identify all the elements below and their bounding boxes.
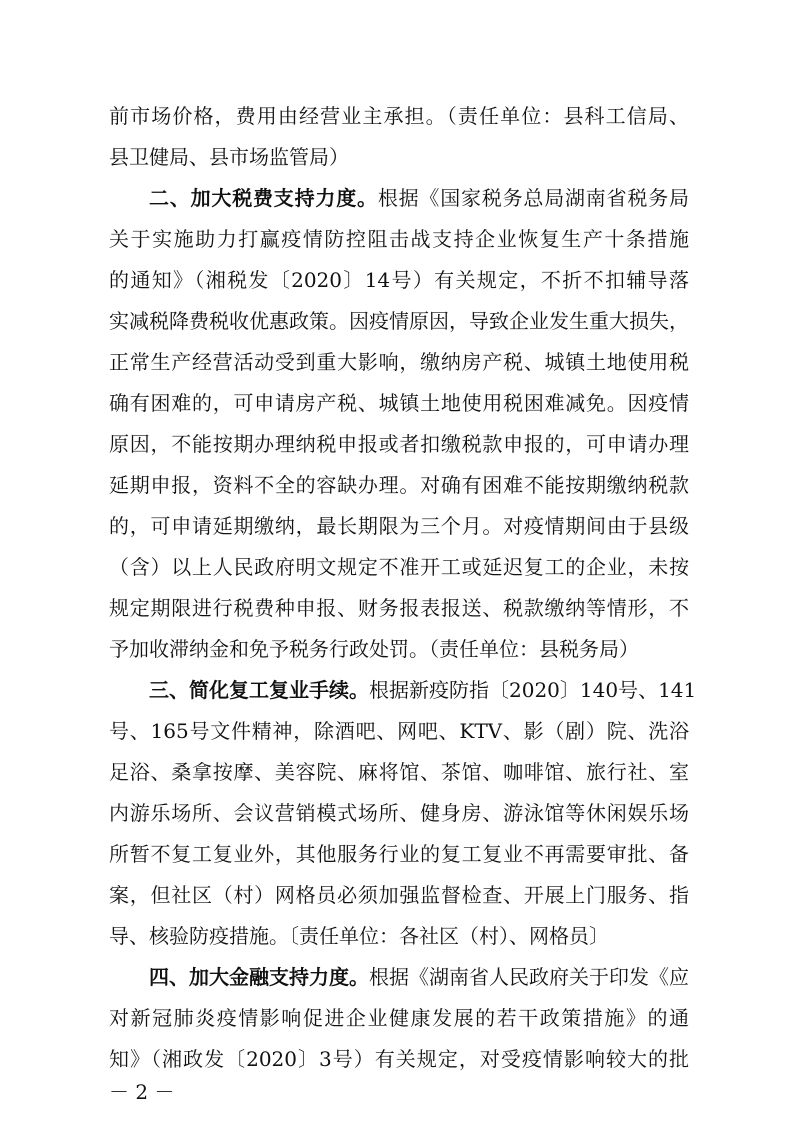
text-line: 实减税降费税收优惠政策。因疫情原因，导致企业发生重大损失， — [109, 309, 689, 333]
text-line: 内游乐场所、会议营销模式场所、健身房、游泳馆等休闲娱乐场 — [109, 801, 689, 825]
text-line: 的通知》（湘税发〔2020〕14号）有关规定，不折不扣辅导落 — [109, 268, 689, 292]
text-line: 案，但社区（村）网格员必须加强监督检查、开展上门服务、指 — [109, 883, 689, 907]
page-number: － 2 － — [109, 1080, 175, 1104]
text-line: 所暂不复工复业外，其他服务行业的复工复业不再需要审批、备 — [109, 842, 689, 866]
text-line: 的，可申请延期缴纳，最长期限为三个月。对疫情期间由于县级 — [109, 514, 689, 538]
text-line: 予加收滞纳金和免予税务行政处罚。（责任单位：县税务局） — [109, 637, 639, 661]
text-line: 关于实施助力打赢疫情防控阻击战支持企业恢复生产十条措施 — [109, 227, 689, 251]
section-heading: 二、加大税费支持力度。 — [149, 186, 378, 210]
text-line: 确有困难的，可申请房产税、城镇土地使用税困难减免。因疫情 — [109, 391, 689, 415]
section-heading-line: 二、加大税费支持力度。根据《国家税务总局湖南省税务局 — [149, 186, 690, 210]
section-heading-line: 四、加大金融支持力度。根据《湖南省人民政府关于印发《应 — [149, 965, 689, 989]
section-heading-line: 三、简化复工复业手续。根据新疫防指〔2020〕140号、141 — [149, 678, 697, 702]
section-heading: 四、加大金融支持力度。 — [149, 965, 369, 989]
text-line: 前市场价格，费用由经营业主承担。（责任单位：县科工信局、 — [109, 104, 689, 128]
section-heading: 三、简化复工复业手续。 — [149, 678, 369, 702]
text-line: 县卫健局、县市场监管局） — [109, 145, 349, 169]
text-line: 号、165号文件精神，除酒吧、网吧、KTV、影（剧）院、洗浴 — [109, 719, 689, 743]
text-line: 知》（湘政发〔2020〕3号）有关规定，对受疫情影响较大的批 — [109, 1047, 689, 1071]
text-line: 足浴、桑拿按摩、美容院、麻将馆、茶馆、咖啡馆、旅行社、室 — [109, 760, 689, 784]
text-line: 延期申报，资料不全的容缺办理。对确有困难不能按期缴纳税款 — [109, 473, 689, 497]
text-line: 对新冠肺炎疫情影响促进企业健康发展的若干政策措施》的通 — [109, 1006, 689, 1030]
text-line: 原因，不能按期办理纳税申报或者扣缴税款申报的，可申请办理 — [109, 432, 689, 456]
text-line: 正常生产经营活动受到重大影响，缴纳房产税、城镇土地使用税 — [109, 350, 689, 374]
text-line: 导、核验防疫措施。〔责任单位：各社区（村）、网格员〕 — [109, 924, 609, 948]
text-line: 规定期限进行税费种申报、财务报表报送、税款缴纳等情形，不 — [109, 596, 689, 620]
text-line: （含）以上人民政府明文规定不准开工或延迟复工的企业，未按 — [109, 555, 689, 579]
